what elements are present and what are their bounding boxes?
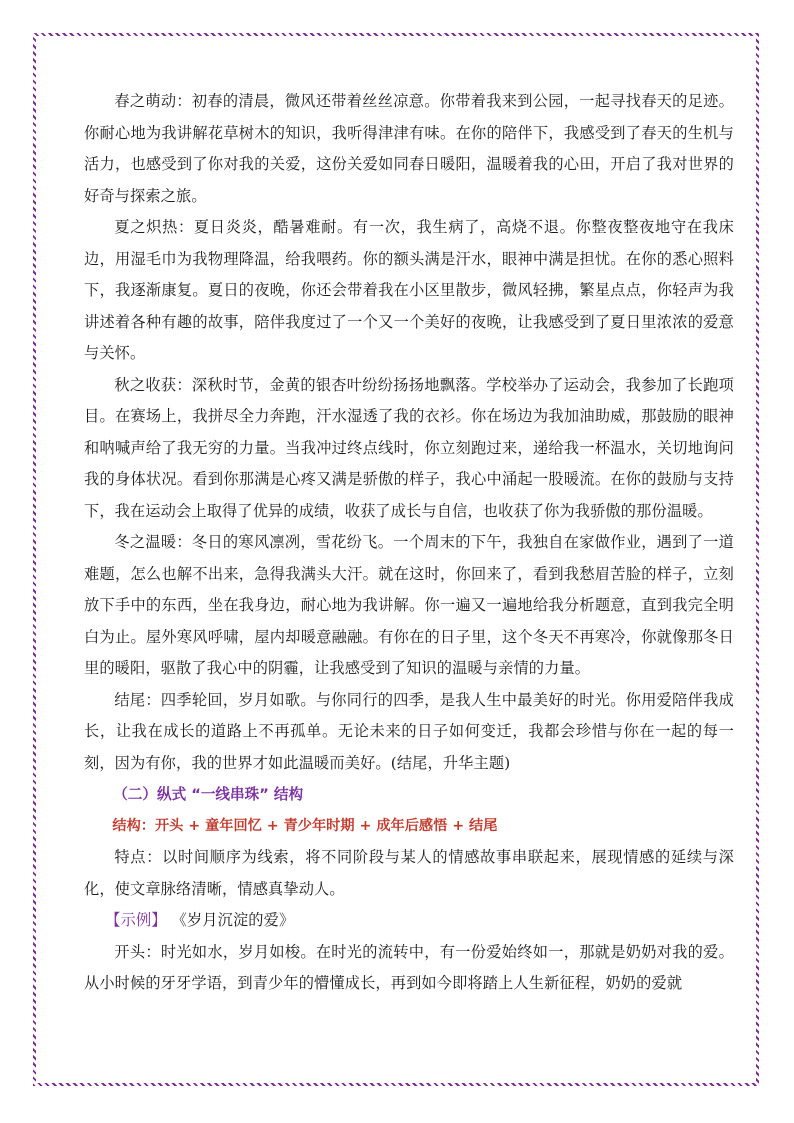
document-body xyxy=(84,86,734,1000)
example-title: 《岁月沉淀的爱》 xyxy=(171,911,295,929)
paragraph-summer: 夏之炽热：夏日炎炎，酷暑难耐。有一次，我生病了，高烧不退。你整夜整夜地守在我床边，用湿毛巾为我物理降温，给我喂药。你的额头满是汗水，眼神中满是担忧。在你的悉心照料下，我逐渐康复。夏日的夜晚，你还会带着我在小区里散步，微风轻拂，繁星点点，你轻声为我讲述着各种有趣的故事，陪伴我度过了一个又一个美好的夜晚，让我感受到了夏日里浓浓的爱意与关怀。 xyxy=(84,218,734,362)
paragraph-ending: 结尾：四季轮回，岁月如歌。与你同行的四季，是我人生中最美好的时光。你用爱陪伴我成长，让我在成长的道路上不再孤单。无论未来的日子如何变迁，我都会珍惜与你在一起的每一刻，因为有你，我的世界才如此温暖而美好。(结尾，升华主题) xyxy=(84,690,734,772)
section-heading: （二）纵式 “一线串珠” 结构 xyxy=(113,786,304,803)
paragraph-spring: 春之萌动：初春的清晨，微风还带着丝丝凉意。你带着我来到公园，一起寻找春天的足迹。你耐心地为我讲解花草树木的知识，我听得津津有味。在你的陪伴下，我感受到了春天的生机与活力，也感受到了你对我的关爱，这份关爱如同春日暖阳，温暖着我的心田，开启了我对世界的好奇与探索之旅。 xyxy=(84,92,734,205)
example-line xyxy=(84,905,734,937)
example-bracket: 【示例】 xyxy=(105,911,167,929)
structure-line: 结构：开头 + 童年回忆 + 青少年时期 + 成年后感悟 + 结尾 xyxy=(112,817,498,834)
paragraph-winter: 冬之温暖：冬日的寒风凛冽，雪花纷飞。一个周末的下午，我独自在家做作业，遇到了一道难题，怎么也解不出来，急得我满头大汗。就在这时，你回来了，看到我愁眉苦脸的样子，立刻放下手中的东西，坐在我身边，耐心地为我讲解。你一遍又一遍地给我分析题意，直到我完全明白为止。屋外寒风呼啸，屋内却暖意融融。有你在的日子里，这个冬天不再寒冷，你就像那冬日里的暖阳，驱散了我心中的阴霾，让我感受到了知识的温暖与亲情的力量。 xyxy=(84,533,734,677)
features-paragraph: 特点：以时间顺序为线索，将不同阶段与某人的情感故事串联起来，展现情感的延续与深化，使文章脉络清晰，情感真挚动人。 xyxy=(84,848,734,898)
paragraph-autumn: 秋之收获：深秋时节，金黄的银杏叶纷纷扬扬地飘落。学校举办了运动会，我参加了长跑项目。在赛场上，我拼尽全力奔跑，汗水湿透了我的衣衫。你在场边为我加油助威，那鼓励的眼神和呐喊声给了我无穷的力量。当我冲过终点线时，你立刻跑过来，递给我一杯温水，关切地询问我的身体状况。看到你那满是心疼又满是骄傲的样子，我心中涌起一股暖流。在你的鼓励与支持下，我在运动会上取得了优异的成绩，收获了成长与自信，也收获了你为我骄傲的那份温暖。 xyxy=(84,375,734,520)
paragraph-opening: 开头：时光如水，岁月如梭。在时光的流转中，有一份爱始终如一，那就是奶奶对我的爱。从小时候的牙牙学语，到青少年的懵懂成长，再到如今即将踏上人生新征程，奶奶的爱就 xyxy=(84,942,734,992)
